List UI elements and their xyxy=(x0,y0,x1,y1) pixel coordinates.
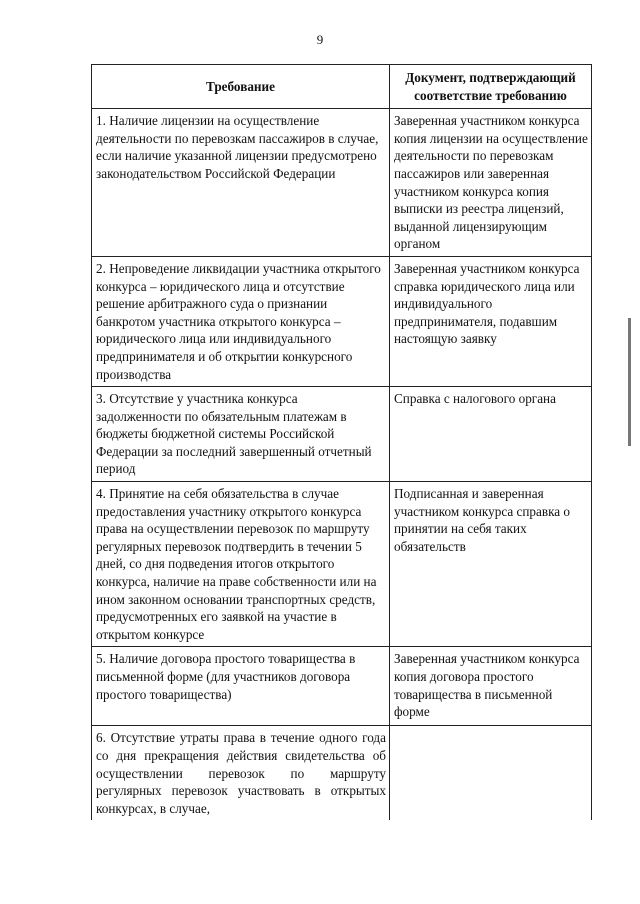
document-cell: Подписанная и заверенная участником конкурса справка о принятии на себя таких обязательств xyxy=(390,482,592,647)
requirement-cell: 2. Непроведение ликвидации участника открытого конкурса – юридического лица и отсутствие решение арбитражного суда о признании банкротом участника открытого конкурса – юридического лица или индивидуального предпринимателя и об открытии конкурсного производства xyxy=(92,256,390,386)
table-row xyxy=(92,256,592,386)
document-cell: Справка с налогового органа xyxy=(390,387,592,482)
document-cell: Заверенная участником конкурса копия договора простого товарищества в письменной форме xyxy=(390,647,592,726)
header-requirement: Требование xyxy=(92,65,390,109)
table-header-row xyxy=(92,65,592,109)
requirement-cell: 1. Наличие лицензии на осуществление деятельности по перевозкам пассажиров в случае, если наличие указанной лицензии предусмотрено законодательством Российской Федерации xyxy=(92,109,390,257)
table-row xyxy=(92,109,592,257)
requirement-cell: 4. Принятие на себя обязательства в случае предоставления участнику открытого конкурса права на осуществлении перевозок по маршруту регулярных перевозок подтвердить в течении 5 дней, со дня подведения итогов открытого конкурса, наличие на праве собственности или на ином законном основании транспортных средств, предусмотренных его заявкой на участие в открытом конкурсе xyxy=(92,482,390,647)
document-cell xyxy=(390,726,592,820)
document-cell: Заверенная участником конкурса справка юридического лица или индивидуального предпринимателя, подавшим настоящую заявку xyxy=(390,256,592,386)
table-row xyxy=(92,726,592,820)
table-row xyxy=(92,387,592,482)
requirement-cell: 3. Отсутствие у участника конкурса задолженности по обязательным платежам в бюджеты бюджетной системы Российской Федерации за последний завершенный отчетный период xyxy=(92,387,390,482)
page-number: 9 xyxy=(316,32,324,47)
header-document: Документ, подтверждающий соответствие требованию xyxy=(390,65,592,109)
requirement-cell: 5. Наличие договора простого товарищества в письменной форме (для участников договора простого товарищества) xyxy=(92,647,390,726)
document-cell: Заверенная участником конкурса копия лицензии на осуществление деятельности по перевозкам пассажиров или заверенная участником конкурса копия выписки из реестра лицензий, выданной лицензирующим органом xyxy=(390,109,592,257)
table-row xyxy=(92,482,592,647)
table-row xyxy=(92,647,592,726)
scan-edge-mark xyxy=(628,318,631,446)
requirement-cell: 6. Отсутствие утраты права в течение одного года со дня прекращения действия свидетельства об осуществлении перевозок по маршруту регулярных перевозок участвовать в открытых конкурсах, в случае, xyxy=(92,726,390,820)
requirements-table xyxy=(91,64,592,820)
